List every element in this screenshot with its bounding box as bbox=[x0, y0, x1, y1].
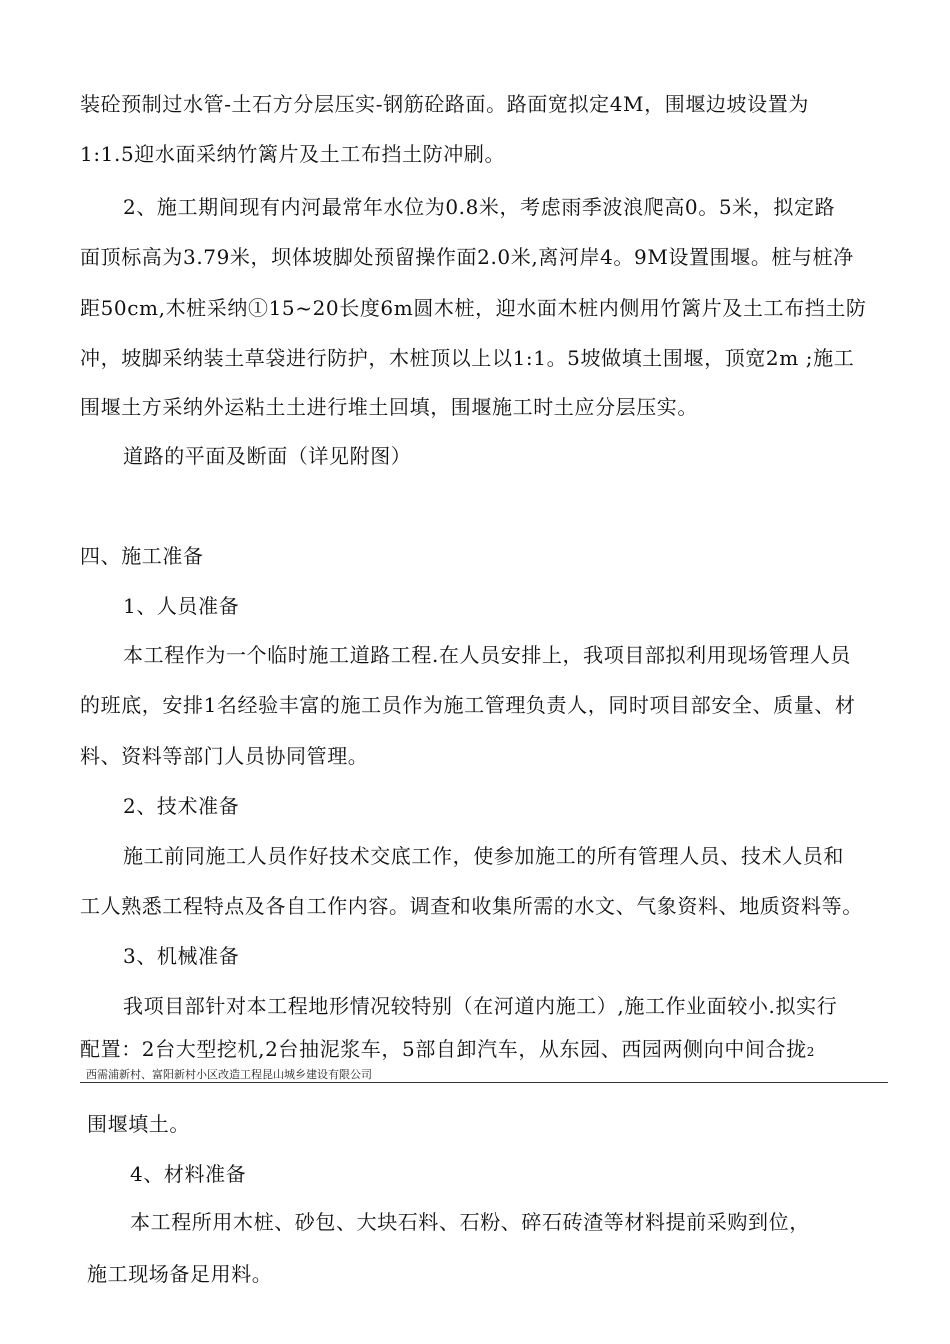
paragraph-2-line-5: 围堰土方采纳外运粘土土进行堆土回填，围堰施工时土应分层压实。 bbox=[80, 395, 698, 419]
page-footer: 西需浦新村、富阳新村小区改造工程昆山城乡建设有限公司 bbox=[86, 1068, 372, 1081]
subsection-4-line-1: 本工程所用木桩、砂包、大块石料、石粉、碎石砖渣等材料提前采购到位， bbox=[130, 1210, 810, 1234]
subsection-2-line-1: 施工前同施工人员作好技术交底工作，使参加施工的所有管理人员、技术人员和 bbox=[123, 844, 844, 868]
paragraph-2-line-3: 距50cm,木桩采纳①15~20长度6m圆木桩，迎水面木桩内侧用竹篱片及土工布挡土防 bbox=[80, 296, 867, 320]
subsection-4-line-2: 施工现场备足用料。 bbox=[87, 1262, 273, 1286]
page-number: 2 bbox=[806, 1045, 815, 1059]
subsection-1-heading: 1、人员准备 bbox=[123, 594, 240, 618]
subsection-1-line-3: 料、资料等部门人员协同管理。 bbox=[80, 744, 369, 768]
subsection-3-line-2-text: 配置：2台大型挖机,2台抽泥浆车，5部自卸汽车，从东园、西园两侧向中间合拢 bbox=[80, 1037, 807, 1061]
footer-divider bbox=[80, 1082, 888, 1083]
subsection-2-line-2: 工人熟悉工程特点及各自工作内容。调查和收集所需的水文、气象资料、地质资料等。 bbox=[80, 894, 863, 918]
subsection-3-line-2 bbox=[80, 1037, 814, 1064]
subsection-1-line-1: 本工程作为一个临时施工道路工程.在人员安排上，我项目部拟利用现场管理人员 bbox=[123, 643, 851, 667]
paragraph-1-line-1: 装砼预制过水管-土石方分层压实-钢筋砼路面。路面宽拟定4M，围堰边坡设置为 bbox=[80, 92, 809, 116]
subsection-4-heading: 4、材料准备 bbox=[130, 1162, 247, 1186]
paragraph-2-line-4: 冲，坡脚采纳装土草袋进行防护，木桩顶以上以1:1。5坡做填土围堰，顶宽2m ;施工 bbox=[80, 346, 855, 370]
subsection-3-heading: 3、机械准备 bbox=[123, 944, 240, 968]
paragraph-2-line-1: 2、施工期间现有内河最常年水位为0.8米，考虑雨季波浪爬高0。5米，拟定路 bbox=[123, 195, 836, 219]
section-4-heading: 四、施工准备 bbox=[80, 544, 204, 568]
paragraph-1-line-2: 1:1.5迎水面采纳竹篱片及土工布挡土防冲刷。 bbox=[80, 142, 506, 166]
continuation-line: 围堰填土。 bbox=[87, 1112, 190, 1136]
subsection-1-line-2: 的班底，安排1名经验丰富的施工员作为施工管理负责人，同时项目部安全、质量、材 bbox=[80, 693, 856, 717]
subsection-3-line-1: 我项目部针对本工程地形情况较特别（在河道内施工）,施工作业面较小.拟实行 bbox=[123, 994, 838, 1018]
subsection-2-heading: 2、技术准备 bbox=[123, 794, 240, 818]
paragraph-3: 道路的平面及断面（详见附图） bbox=[123, 444, 412, 468]
paragraph-2-line-2: 面顶标高为3.79米，坝体坡脚处预留操作面2.0米,离河岸4。9M设置围堰。桩与桩净 bbox=[80, 245, 854, 269]
